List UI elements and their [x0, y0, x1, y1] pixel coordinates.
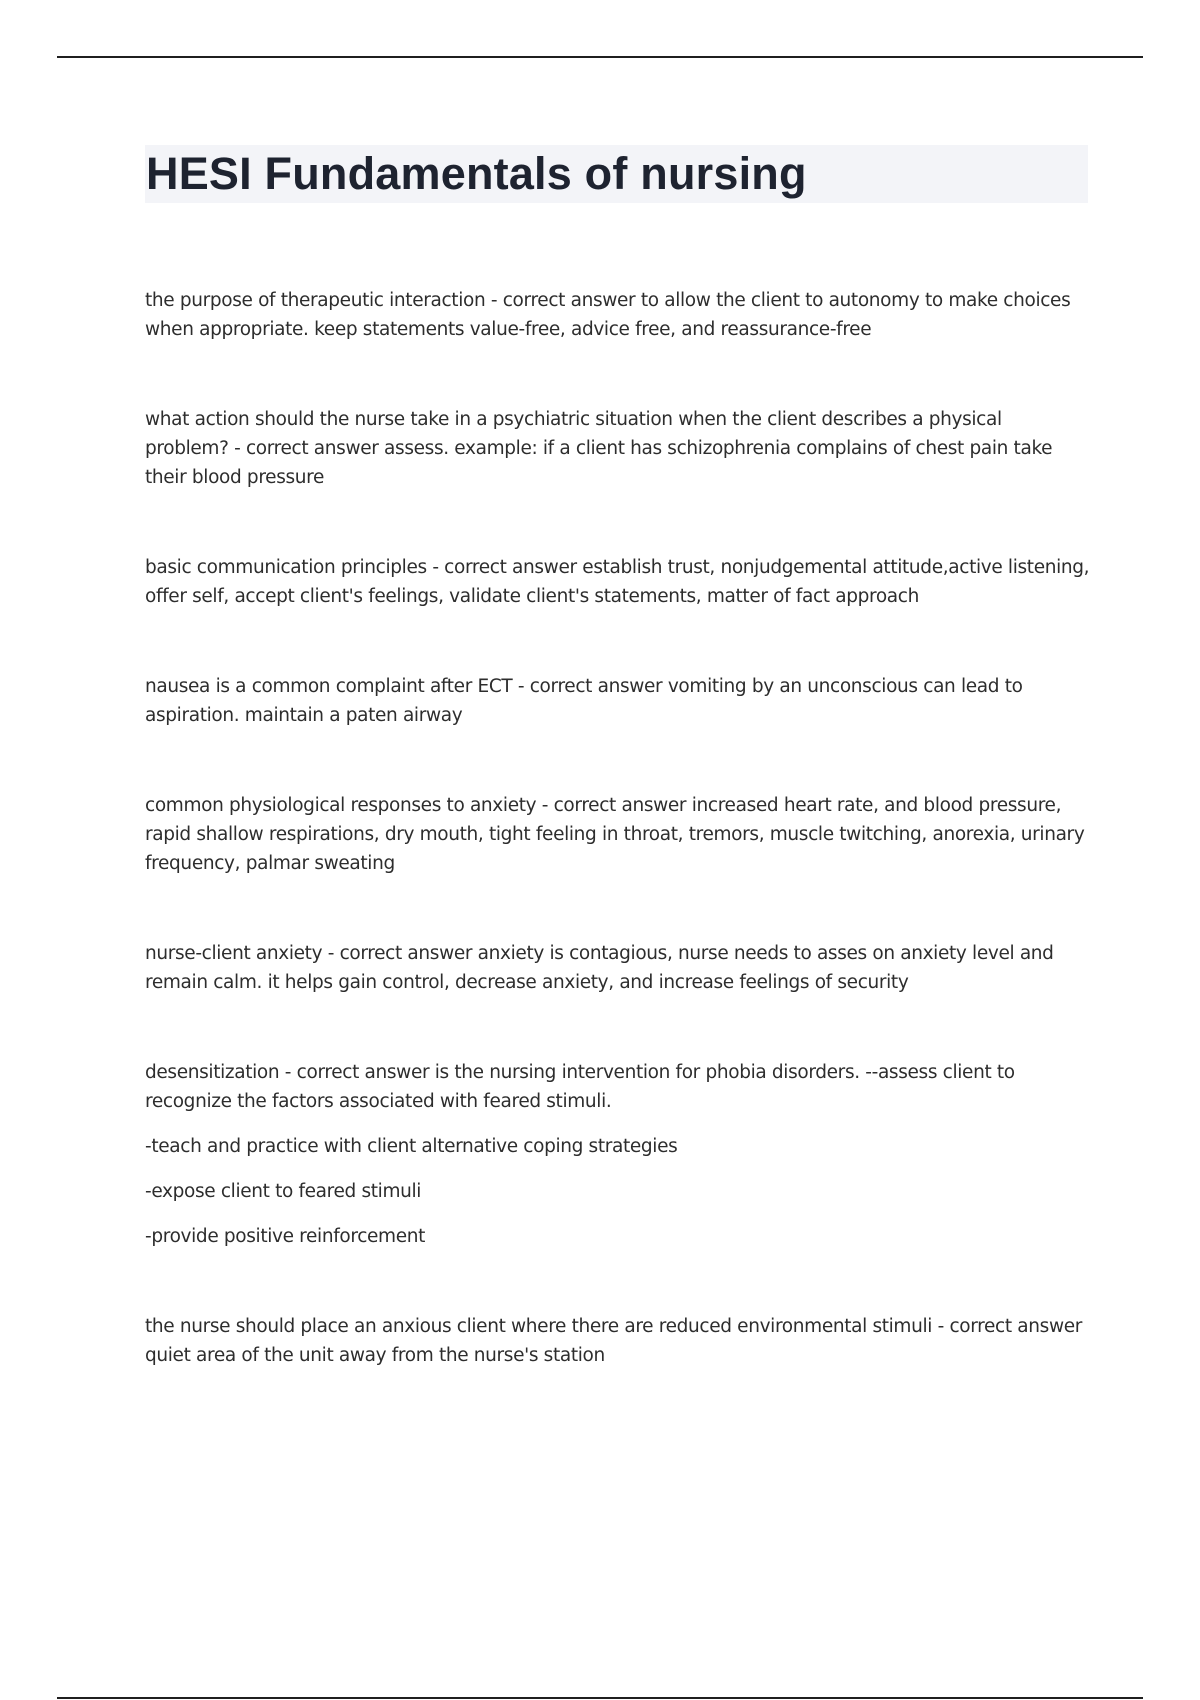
qa-entry — [145, 553, 1090, 611]
qa-text: what action should the nurse take in a psychiatric situation when the client describes a physical problem? - correct answer assess. example: if a client has schizophrenia complains of chest pain take their blood pressure — [145, 409, 1053, 488]
qa-entry — [145, 1058, 1090, 1251]
qa-sub-item: -expose client to feared stimuli — [145, 1181, 422, 1202]
qa-entry — [145, 939, 1090, 997]
qa-sub-item: -provide positive reinforcement — [145, 1226, 426, 1247]
qa-text: basic communication principles - correct answer establish trust, nonjudgemental attitude,active listening, offer self, accept client's feelings, validate client's statements, matter of fact approach — [145, 557, 1090, 607]
footer-rule — [57, 1697, 1143, 1699]
qa-text: desensitization - correct answer is the nursing intervention for phobia disorders. --assess client to recognize the factors associated with feared stimuli. — [145, 1062, 1015, 1112]
qa-text: nurse-client anxiety - correct answer anxiety is contagious, nurse needs to asses on anxiety level and remain calm. it helps gain control, decrease anxiety, and increase feelings of security — [145, 943, 1054, 993]
qa-text: the nurse should place an anxious client where there are reduced environmental stimuli - correct answer quiet area of the unit away from the nurse's station — [145, 1316, 1083, 1366]
qa-entry — [145, 791, 1090, 878]
document-title: HESI Fundamentals of nursing — [146, 148, 807, 199]
qa-entry — [145, 1312, 1090, 1370]
qa-entry — [145, 286, 1090, 344]
qa-text: common physiological responses to anxiety - correct answer increased heart rate, and blood pressure, rapid shallow respirations, dry mouth, tight feeling in throat, tremors, muscle twitching, anorexia, urinary frequency, palmar sweating — [145, 795, 1085, 874]
qa-sub-item: -teach and practice with client alternative coping strategies — [145, 1136, 678, 1157]
qa-text: the purpose of therapeutic interaction - correct answer to allow the client to autonomy to make choices when appropriate. keep statements value-free, advice free, and reassurance-free — [145, 290, 1071, 340]
header-rule — [57, 56, 1143, 58]
qa-text: nausea is a common complaint after ECT - correct answer vomiting by an unconscious can lead to aspiration. maintain a paten airway — [145, 676, 1023, 726]
qa-entry — [145, 672, 1090, 730]
document-body — [145, 286, 1090, 1431]
qa-entry — [145, 405, 1090, 492]
